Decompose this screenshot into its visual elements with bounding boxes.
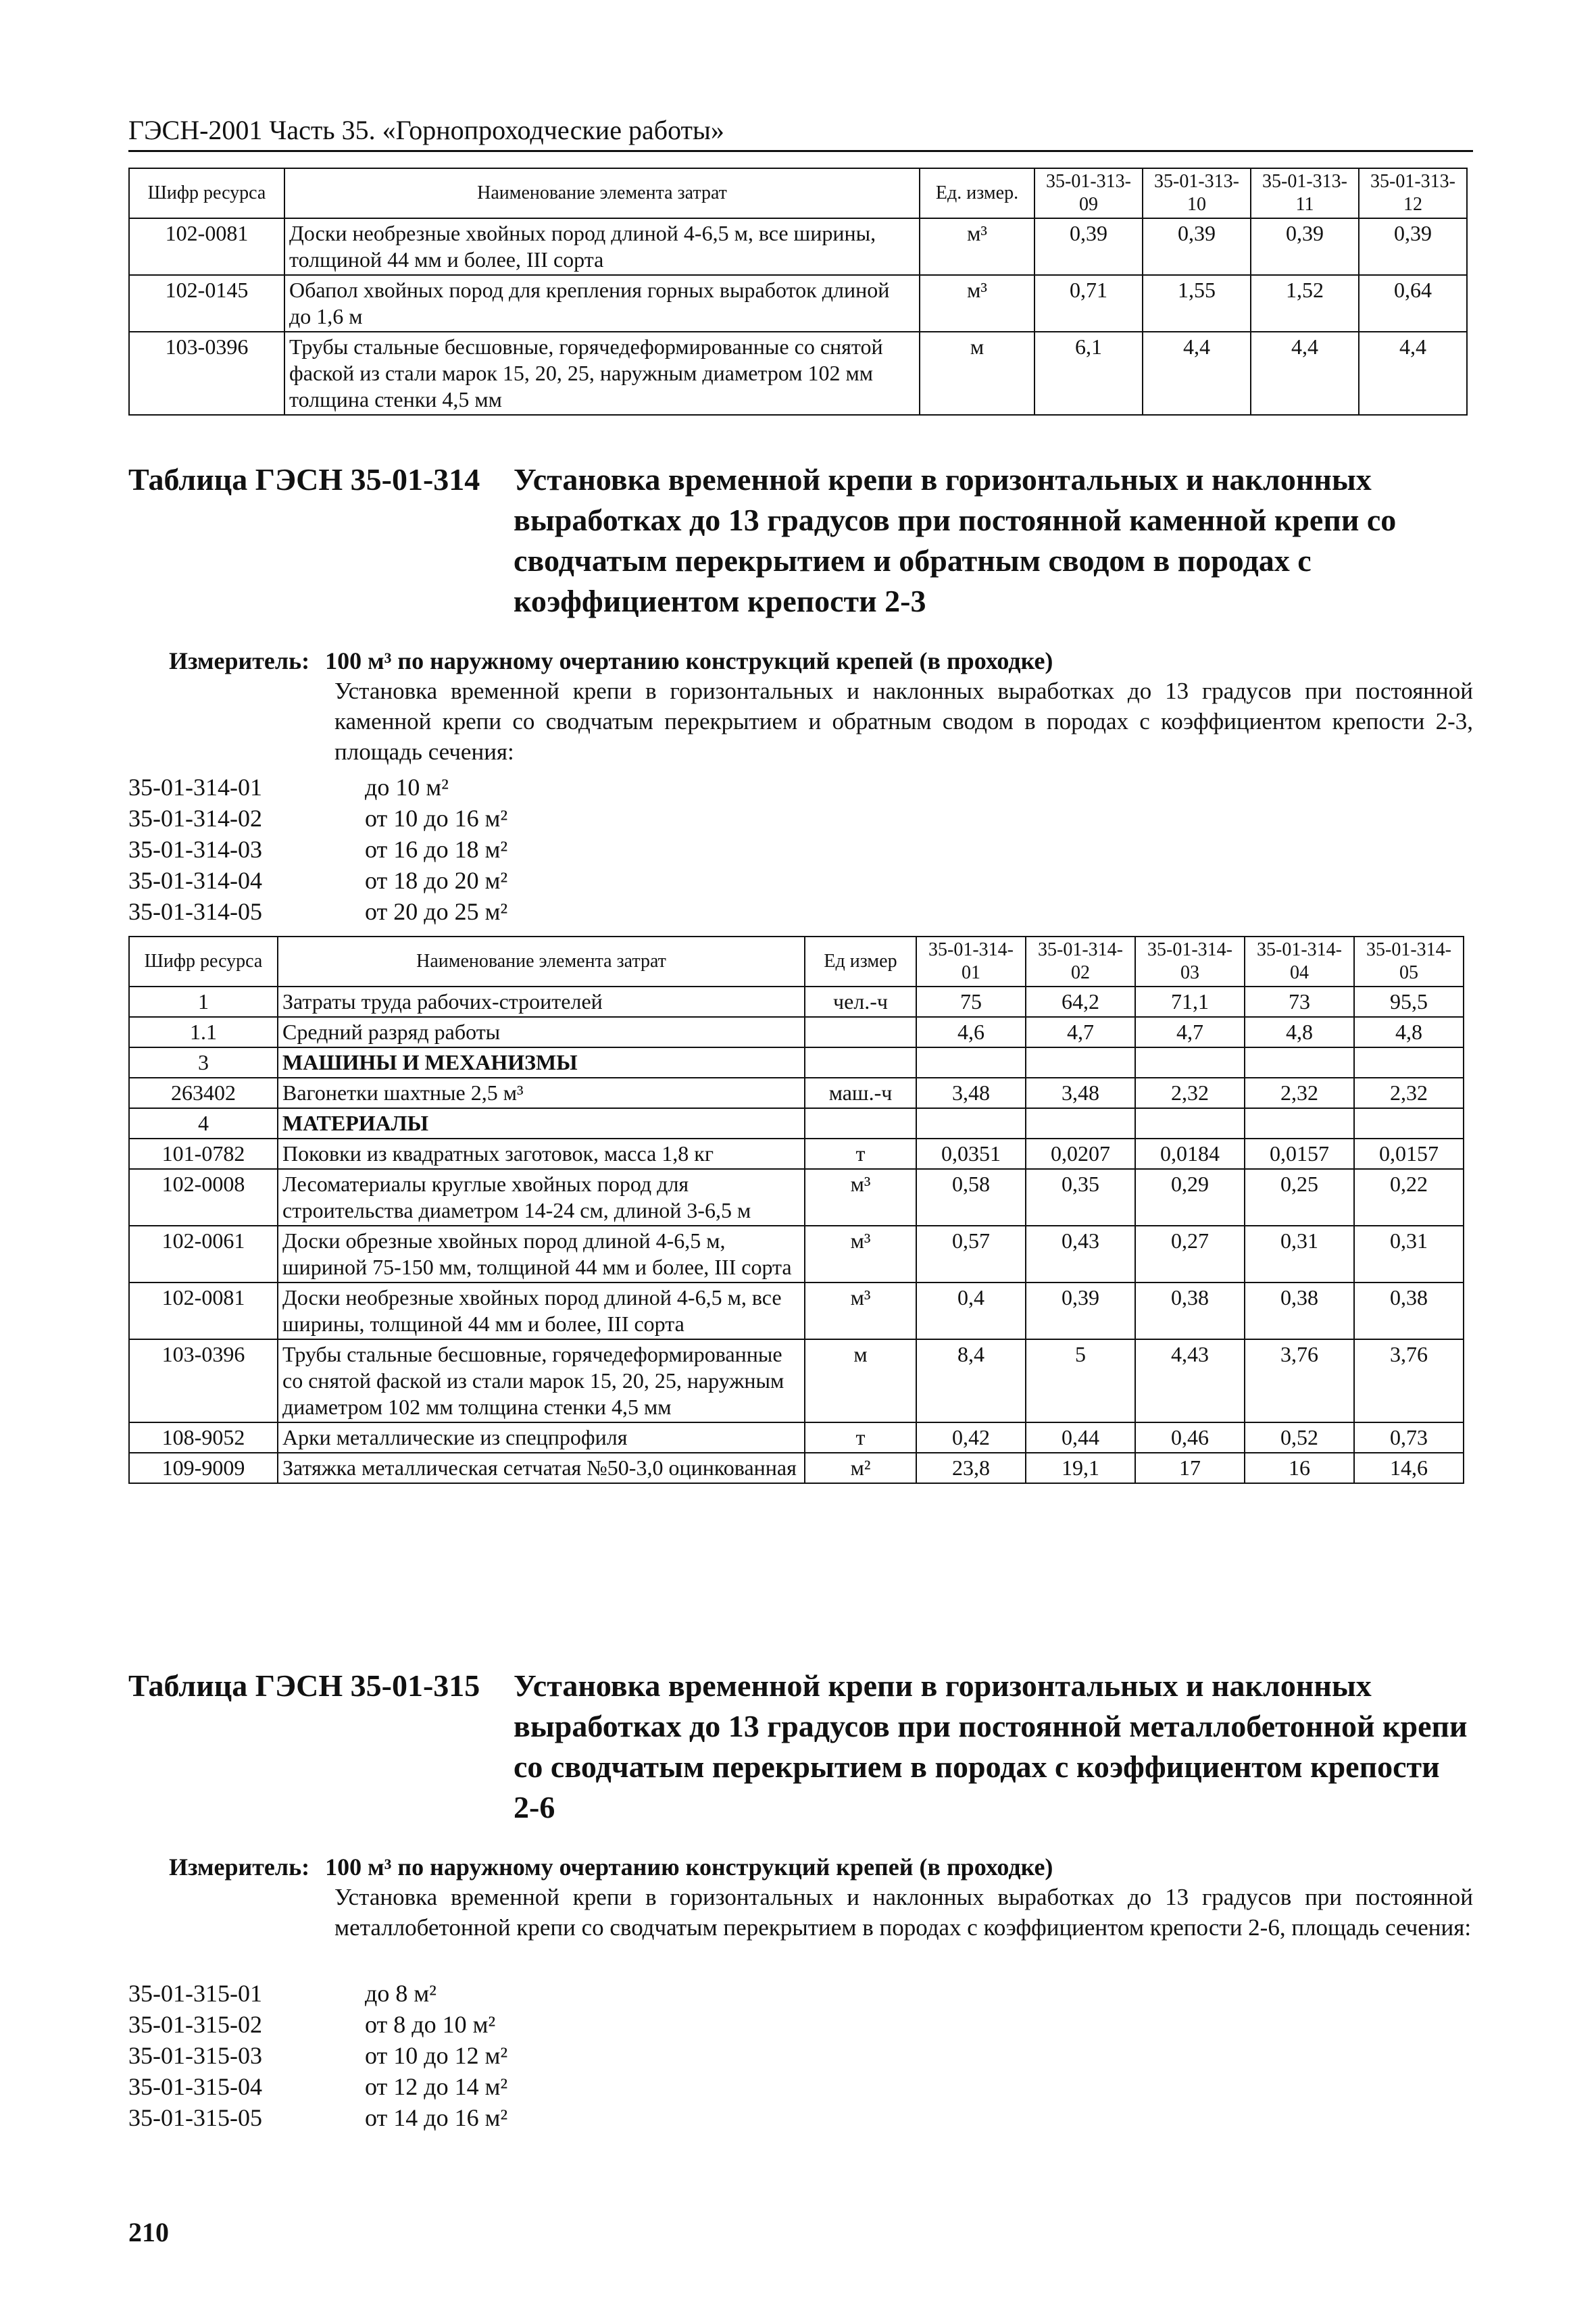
measure-label: Измеритель:	[169, 1853, 310, 1881]
value-cell	[1354, 1108, 1464, 1139]
section-area: до 8 м²	[365, 1980, 437, 2007]
norm-code: 35-01-315-03	[128, 2042, 262, 2069]
value-cell: 0,38	[1354, 1283, 1464, 1339]
measure-value: 100 м³ по наружному очертанию конструкций крепей (в проходке)	[325, 647, 1053, 674]
norm-code: 35-01-314-02	[128, 805, 262, 832]
table-row	[129, 1339, 1464, 1422]
value-cell: 0,31	[1354, 1226, 1464, 1283]
table-row	[129, 332, 1467, 415]
column-header: 35-01-314-03	[1135, 937, 1245, 987]
value-cell: 1,55	[1143, 275, 1251, 332]
section-area: от 20 до 25 м²	[365, 898, 508, 925]
column-header: Наименование элемента затрат	[284, 168, 920, 218]
table-title-315: Установка временной крепи в горизонтальных и наклонных выработках до 13 градусов при постоянной металлобетонной крепи со сводчатым перекрытием в породах с коэффициентом крепости 2-6	[514, 1668, 1468, 1824]
value-cell: 4,6	[916, 1017, 1026, 1047]
section-area: от 18 до 20 м²	[365, 867, 508, 894]
resource-code-cell: 1	[129, 987, 278, 1017]
resource-name-cell: Арки металлические из спецпрофиля	[278, 1422, 805, 1453]
value-cell: 0,29	[1135, 1169, 1245, 1226]
resource-name-cell: Поковки из квадратных заготовок, масса 1,8 кг	[278, 1139, 805, 1169]
unit-cell: т	[805, 1139, 916, 1169]
value-cell: 0,38	[1245, 1283, 1354, 1339]
value-cell: 1,52	[1251, 275, 1359, 332]
resource-code-cell: 101-0782	[129, 1139, 278, 1169]
code-list-314	[128, 772, 507, 927]
value-cell: 0,39	[1251, 218, 1359, 275]
value-cell: 0,46	[1135, 1422, 1245, 1453]
unit-cell: м³	[805, 1226, 916, 1283]
column-header: 35-01-314-01	[916, 937, 1026, 987]
section-title-314	[128, 459, 1473, 618]
resource-table-313	[128, 168, 1468, 416]
table-row	[129, 1078, 1464, 1108]
code-list-item	[128, 2040, 507, 2071]
value-cell: 95,5	[1354, 987, 1464, 1017]
value-cell: 3,76	[1245, 1339, 1354, 1422]
value-cell: 3,48	[916, 1078, 1026, 1108]
value-cell: 23,8	[916, 1453, 1026, 1483]
value-cell	[1026, 1108, 1135, 1139]
value-cell: 2,32	[1354, 1078, 1464, 1108]
value-cell: 0,44	[1026, 1422, 1135, 1453]
resource-name-cell: Затраты труда рабочих-строителей	[278, 987, 805, 1017]
table-title-314: Установка временной крепи в горизонтальных и наклонных выработках до 13 градусов при постоянной каменной крепи со сводчатым перекрытием и обратным сводом в породах с коэффициентом крепости 2-3	[514, 462, 1397, 618]
value-cell: 0,31	[1245, 1226, 1354, 1283]
table-row	[129, 1283, 1464, 1339]
table-row	[129, 1017, 1464, 1047]
section-area: от 12 до 14 м²	[365, 2073, 508, 2100]
resource-name-cell: МАШИНЫ И МЕХАНИЗМЫ	[278, 1047, 805, 1078]
value-cell: 3,48	[1026, 1078, 1135, 1108]
value-cell: 0,0157	[1245, 1139, 1354, 1169]
value-cell: 75	[916, 987, 1026, 1017]
description-314: Установка временной крепи в горизонтальных и наклонных выработках до 13 градусов при постоянной каменной крепи со сводчатым перекрытием и обратным сводом в породах с коэффициентом крепости 2-3, площадь сечения:	[334, 678, 1473, 765]
value-cell: 2,32	[1245, 1078, 1354, 1108]
value-cell	[1135, 1047, 1245, 1078]
value-cell: 4,7	[1026, 1017, 1135, 1047]
resource-table-314	[128, 936, 1464, 1484]
column-header: 35-01-313-09	[1034, 168, 1143, 218]
norm-code: 35-01-314-03	[128, 836, 262, 863]
unit-cell: м³	[920, 218, 1034, 275]
value-cell: 4,7	[1135, 1017, 1245, 1047]
value-cell: 0,0184	[1135, 1139, 1245, 1169]
column-header: Шифр ресурса	[129, 168, 284, 218]
column-header: Шифр ресурса	[129, 937, 278, 987]
norm-code: 35-01-314-01	[128, 774, 262, 801]
value-cell	[916, 1108, 1026, 1139]
value-cell: 0,42	[916, 1422, 1026, 1453]
code-list-item	[128, 2102, 507, 2133]
value-cell: 6,1	[1034, 332, 1143, 415]
table-row	[129, 1169, 1464, 1226]
value-cell: 4,4	[1143, 332, 1251, 415]
column-header: Наименование элемента затрат	[278, 937, 805, 987]
resource-name-cell: Обапол хвойных пород для крепления горных выработок длиной до 1,6 м	[284, 275, 920, 332]
value-cell: 0,25	[1245, 1169, 1354, 1226]
value-cell: 8,4	[916, 1339, 1026, 1422]
value-cell: 19,1	[1026, 1453, 1135, 1483]
resource-code-cell: 3	[129, 1047, 278, 1078]
table-row	[129, 275, 1467, 332]
resource-name-cell: Доски обрезные хвойных пород длиной 4-6,5 м, шириной 75-150 мм, толщиной 44 мм и более, III сорта	[278, 1226, 805, 1283]
table-number-315: Таблица ГЭСН 35-01-315	[128, 1668, 480, 1703]
column-header: 35-01-314-02	[1026, 937, 1135, 987]
section-area: от 8 до 10 м²	[365, 2011, 496, 2038]
norm-code: 35-01-315-01	[128, 1980, 262, 2007]
norm-code: 35-01-314-05	[128, 898, 262, 925]
value-cell: 4,4	[1359, 332, 1467, 415]
resource-code-cell: 109-9009	[129, 1453, 278, 1483]
value-cell: 0,39	[1026, 1283, 1135, 1339]
value-cell: 71,1	[1135, 987, 1245, 1017]
resource-code-cell: 103-0396	[129, 332, 284, 415]
resource-code-cell: 102-0081	[129, 1283, 278, 1339]
resource-code-cell: 102-0145	[129, 275, 284, 332]
norm-code: 35-01-315-02	[128, 2011, 262, 2038]
section-area: от 16 до 18 м²	[365, 836, 508, 863]
resource-code-cell: 102-0008	[129, 1169, 278, 1226]
value-cell: 0,71	[1034, 275, 1143, 332]
measure-value: 100 м³ по наружному очертанию конструкций крепей (в проходке)	[325, 1853, 1053, 1881]
code-list-item	[128, 772, 507, 803]
table-row	[129, 218, 1467, 275]
value-cell: 0,4	[916, 1283, 1026, 1339]
table-row	[129, 1139, 1464, 1169]
resource-code-cell: 108-9052	[129, 1422, 278, 1453]
value-cell	[1135, 1108, 1245, 1139]
unit-cell: м	[920, 332, 1034, 415]
resource-name-cell: Доски необрезные хвойных пород длиной 4-6,5 м, все ширины, толщиной 44 мм и более, III сорта	[284, 218, 920, 275]
measure-line-315	[169, 1851, 1473, 1883]
value-cell	[1245, 1047, 1354, 1078]
unit-cell	[805, 1017, 916, 1047]
table-number-314: Таблица ГЭСН 35-01-314	[128, 462, 480, 497]
value-cell: 17	[1135, 1453, 1245, 1483]
table-header-row	[129, 168, 1467, 218]
unit-cell: м³	[805, 1169, 916, 1226]
value-cell: 4,8	[1245, 1017, 1354, 1047]
value-cell: 0,22	[1354, 1169, 1464, 1226]
resource-name-cell: Лесоматериалы круглые хвойных пород для строительства диаметром 14-24 см, длиной 3-6,5 м	[278, 1169, 805, 1226]
value-cell: 0,0157	[1354, 1139, 1464, 1169]
measure-line-314	[169, 645, 1473, 676]
resource-code-cell: 263402	[129, 1078, 278, 1108]
value-cell	[1026, 1047, 1135, 1078]
value-cell: 73	[1245, 987, 1354, 1017]
resource-code-cell: 4	[129, 1108, 278, 1139]
value-cell: 0,57	[916, 1226, 1026, 1283]
unit-cell: м²	[805, 1453, 916, 1483]
code-list-item	[128, 865, 507, 896]
column-header: Ед измер	[805, 937, 916, 987]
unit-cell	[805, 1108, 916, 1139]
value-cell: 2,32	[1135, 1078, 1245, 1108]
column-header: 35-01-313-12	[1359, 168, 1467, 218]
section-area: до 10 м²	[365, 774, 449, 801]
value-cell: 64,2	[1026, 987, 1135, 1017]
table-row	[129, 1047, 1464, 1078]
table-header-row	[129, 937, 1464, 987]
value-cell	[1354, 1047, 1464, 1078]
section-area: от 10 до 12 м²	[365, 2042, 508, 2069]
value-cell: 0,73	[1354, 1422, 1464, 1453]
resource-name-cell: Средний разряд работы	[278, 1017, 805, 1047]
value-cell: 14,6	[1354, 1453, 1464, 1483]
column-header: 35-01-314-05	[1354, 937, 1464, 987]
section-title-315	[128, 1666, 1473, 1824]
value-cell: 0,64	[1359, 275, 1467, 332]
resource-name-cell: Вагонетки шахтные 2,5 м³	[278, 1078, 805, 1108]
table-row	[129, 1108, 1464, 1139]
unit-cell: м³	[920, 275, 1034, 332]
value-cell: 5	[1026, 1339, 1135, 1422]
table-row	[129, 1226, 1464, 1283]
section-area: от 10 до 16 м²	[365, 805, 508, 832]
code-list-315	[128, 1978, 507, 2133]
resource-code-cell: 103-0396	[129, 1339, 278, 1422]
resource-name-cell: Затяжка металлическая сетчатая №50-3,0 оцинкованная	[278, 1453, 805, 1483]
section-area: от 14 до 16 м²	[365, 2104, 508, 2131]
resource-name-cell: Доски необрезные хвойных пород длиной 4-6,5 м, все ширины, толщиной 44 мм и более, III сорта	[278, 1283, 805, 1339]
unit-cell: маш.-ч	[805, 1078, 916, 1108]
value-cell: 0,39	[1143, 218, 1251, 275]
code-list-item	[128, 2071, 507, 2102]
value-cell	[916, 1047, 1026, 1078]
unit-cell	[805, 1047, 916, 1078]
resource-name-cell: Трубы стальные бесшовные, горячедеформированные со снятой фаской из стали марок 15, 20, 25, наружным диаметром 102 мм толщина стенки 4,5 мм	[278, 1339, 805, 1422]
value-cell: 0,27	[1135, 1226, 1245, 1283]
column-header: 35-01-313-10	[1143, 168, 1251, 218]
column-header: 35-01-313-11	[1251, 168, 1359, 218]
table-row	[129, 1422, 1464, 1453]
norm-code: 35-01-315-04	[128, 2073, 262, 2100]
value-cell: 0,38	[1135, 1283, 1245, 1339]
value-cell: 16	[1245, 1453, 1354, 1483]
value-cell: 0,35	[1026, 1169, 1135, 1226]
resource-name-cell: Трубы стальные бесшовные, горячедеформированные со снятой фаской из стали марок 15, 20, 25, наружным диаметром 102 мм толщина стенки 4,5 мм	[284, 332, 920, 415]
value-cell: 0,43	[1026, 1226, 1135, 1283]
code-list-item	[128, 2009, 507, 2040]
value-cell: 0,39	[1034, 218, 1143, 275]
unit-cell: т	[805, 1422, 916, 1453]
code-list-item	[128, 803, 507, 834]
value-cell: 3,76	[1354, 1339, 1464, 1422]
value-cell: 0,0351	[916, 1139, 1026, 1169]
value-cell	[1245, 1108, 1354, 1139]
resource-code-cell: 102-0061	[129, 1226, 278, 1283]
value-cell: 4,43	[1135, 1339, 1245, 1422]
value-cell: 4,4	[1251, 332, 1359, 415]
unit-cell: м	[805, 1339, 916, 1422]
running-header: ГЭСН-2001 Часть 35. «Горнопроходческие работы»	[128, 115, 1473, 152]
column-header: 35-01-314-04	[1245, 937, 1354, 987]
measure-label: Измеритель:	[169, 647, 310, 674]
page-number: 210	[128, 2217, 169, 2247]
value-cell: 0,39	[1359, 218, 1467, 275]
code-list-item	[128, 1978, 507, 2009]
value-cell: 0,52	[1245, 1422, 1354, 1453]
resource-code-cell: 102-0081	[129, 218, 284, 275]
value-cell: 0,0207	[1026, 1139, 1135, 1169]
unit-cell: м³	[805, 1283, 916, 1339]
table-row	[129, 987, 1464, 1017]
norm-code: 35-01-314-04	[128, 867, 262, 894]
value-cell: 0,58	[916, 1169, 1026, 1226]
code-list-item	[128, 834, 507, 865]
unit-cell: чел.-ч	[805, 987, 916, 1017]
resource-name-cell: МАТЕРИАЛЫ	[278, 1108, 805, 1139]
code-list-item	[128, 896, 507, 927]
norm-code: 35-01-315-05	[128, 2104, 262, 2131]
description-315: Установка временной крепи в горизонтальных и наклонных выработках до 13 градусов при постоянной металлобетонной крепи со сводчатым перекрытием в породах с коэффициентом крепости 2-6, площадь сечения:	[334, 1884, 1473, 1941]
value-cell: 4,8	[1354, 1017, 1464, 1047]
resource-code-cell: 1.1	[129, 1017, 278, 1047]
column-header: Ед. измер.	[920, 168, 1034, 218]
table-row	[129, 1453, 1464, 1483]
